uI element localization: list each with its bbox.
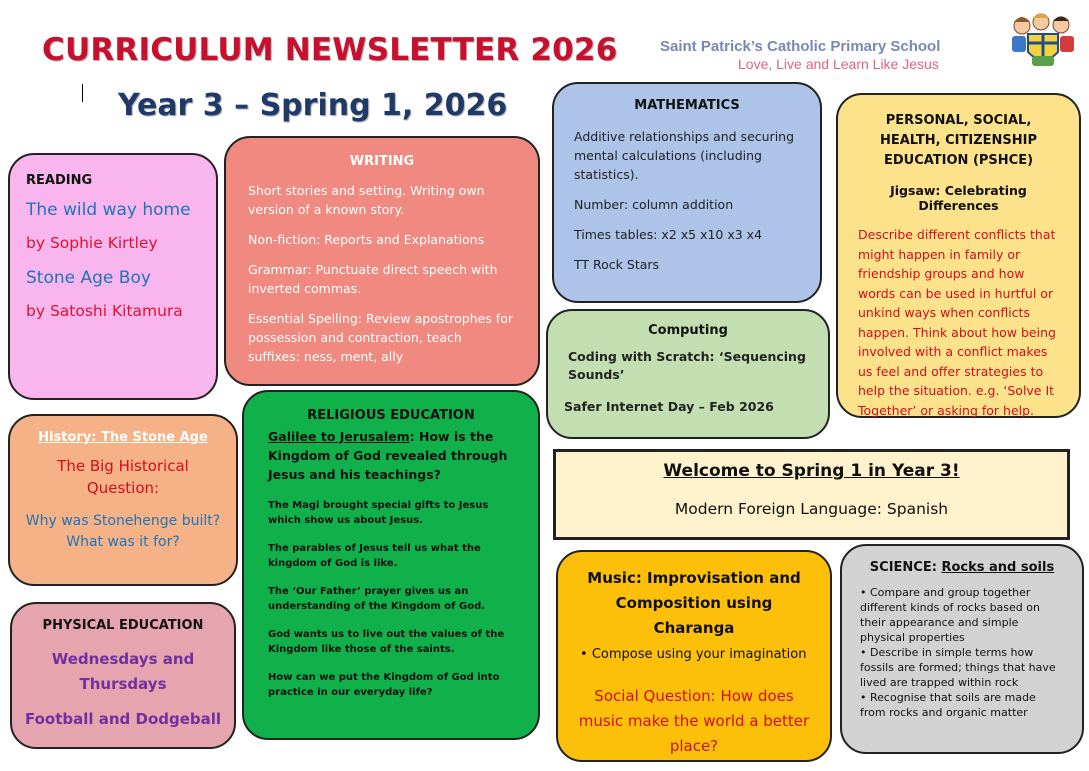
welcome-title: Welcome to Spring 1 in Year 3! bbox=[663, 461, 960, 481]
science-item-text: Recognise that soils are made from rocks and organic matter bbox=[860, 691, 1036, 719]
religious-education-panel bbox=[242, 390, 540, 740]
history-sub-question: Why was Stonehenge built? What was it for? bbox=[25, 513, 221, 550]
science-item bbox=[860, 690, 1064, 720]
text-cursor bbox=[82, 84, 83, 102]
history-heading: History: The Stone Age bbox=[38, 430, 208, 445]
science-panel bbox=[840, 544, 1084, 754]
pe-activities: Football and Dodgeball bbox=[24, 710, 222, 728]
science-heading-topic: Rocks and soils bbox=[941, 560, 1055, 575]
music-bullet-item bbox=[576, 647, 812, 662]
pe-heading: PHYSICAL EDUCATION bbox=[42, 618, 204, 633]
science-item bbox=[860, 645, 1064, 690]
newsletter-title: CURRICULUM NEWSLETTER 2026 bbox=[42, 32, 618, 68]
bullet-icon: • bbox=[860, 691, 870, 704]
maths-paragraph: TT Rock Stars bbox=[574, 257, 660, 272]
pe-days: Wednesdays and Thursdays bbox=[51, 650, 195, 693]
re-item: God wants us to live out the values of the Kingdom like those of the saints. bbox=[268, 629, 505, 655]
science-heading bbox=[860, 560, 1064, 575]
writing-paragraph: Grammar: Punctuate direct speech with inverted commas. bbox=[248, 262, 498, 296]
pshce-panel bbox=[836, 93, 1081, 418]
maths-paragraph: Number: column addition bbox=[574, 197, 734, 212]
mathematics-heading: MATHEMATICS bbox=[634, 98, 740, 113]
science-item-text: Describe in simple terms how fossils are formed; things that have lived are trapped within rock bbox=[860, 646, 1056, 689]
book-author: by Sophie Kirtley bbox=[26, 234, 158, 252]
re-item: The parables of Jesus tell us what the kingdom of God is like. bbox=[268, 543, 481, 569]
writing-paragraph: Short stories and setting. Writing own version of a known story. bbox=[248, 183, 485, 217]
re-item: How can we put the Kingdom of God into practice in our everyday life? bbox=[268, 672, 500, 698]
maths-paragraph: Additive relationships and securing mental calculations (including statistics). bbox=[574, 129, 795, 182]
welcome-mfl: Modern Foreign Language: Spanish bbox=[674, 500, 949, 518]
science-heading-prefix: SCIENCE: bbox=[869, 560, 942, 575]
history-panel bbox=[8, 414, 238, 586]
book-title: Stone Age Boy bbox=[26, 268, 151, 288]
re-unit-question: : How is the Kingdom of God revealed through Jesus and his teachings? bbox=[268, 429, 508, 482]
music-heading: Music: Improvisation and Composition using Charanga bbox=[587, 569, 801, 637]
computing-line: Safer Internet Day – Feb 2026 bbox=[564, 399, 774, 414]
bullet-icon: • bbox=[860, 586, 870, 599]
school-crest-icon bbox=[1008, 12, 1078, 70]
re-item: The ‘Our Father’ prayer gives us an understanding of the Kingdom of God. bbox=[268, 586, 486, 612]
mathematics-panel bbox=[552, 82, 822, 303]
reading-panel bbox=[8, 153, 218, 400]
book-title: The wild way home bbox=[26, 200, 191, 220]
computing-line: Coding with Scratch: ‘Sequencing Sounds’ bbox=[568, 349, 806, 382]
maths-paragraph: Times tables: x2 x5 x10 x3 x4 bbox=[574, 227, 763, 242]
history-big-question: The Big Historical Question: bbox=[57, 457, 189, 497]
re-unit-title: Galilee to Jerusalem bbox=[268, 429, 410, 444]
bullet-icon: • bbox=[580, 647, 592, 662]
music-panel bbox=[556, 550, 832, 762]
writing-paragraph: Non-fiction: Reports and Explanations bbox=[248, 232, 485, 247]
pshce-description: Describe different conflicts that might happen in family or friendship groups and how words can be used in hurtful or unkind ways when conflicts happen. Think about how being involved with a conflict makes us feel and offer strategies to help the situation. e.g. ‘Solve It Together’ or asking for help. bbox=[858, 227, 1056, 418]
welcome-panel bbox=[553, 449, 1070, 540]
newsletter-subtitle: Year 3 – Spring 1, 2026 bbox=[118, 88, 508, 123]
writing-heading: WRITING bbox=[349, 154, 415, 169]
bullet-icon: • bbox=[860, 646, 870, 659]
pshce-unit: Jigsaw: Celebrating Differences bbox=[890, 183, 1027, 213]
music-bullet-text: Compose using your imagination bbox=[591, 647, 807, 662]
reading-heading: READING bbox=[26, 173, 93, 188]
re-heading: RELIGIOUS EDUCATION bbox=[307, 408, 475, 423]
book-author: by Satoshi Kitamura bbox=[26, 302, 183, 320]
writing-paragraph: Essential Spelling: Review apostrophes for possession and contraction, teach suffixes: ness, ment, ally bbox=[248, 311, 513, 364]
school-name: Saint Patrick’s Catholic Primary School bbox=[660, 38, 941, 55]
physical-education-panel bbox=[10, 602, 236, 749]
re-unit-intro bbox=[268, 427, 514, 484]
school-motto: Love, Live and Learn Like Jesus bbox=[738, 56, 939, 72]
computing-heading: Computing bbox=[648, 323, 728, 338]
music-social-question: Social Question: How does music make the world a better place? bbox=[578, 687, 810, 755]
science-item-text: Compare and group together different kinds of rocks based on their appearance and simple physical properties bbox=[860, 586, 1040, 644]
computing-panel bbox=[546, 309, 830, 439]
writing-panel bbox=[224, 136, 540, 386]
pshce-heading: PERSONAL, SOCIAL, HEALTH, CITIZENSHIP EDUCATION (PSHCE) bbox=[879, 113, 1038, 168]
science-item bbox=[860, 585, 1064, 645]
re-item: The Magi brought special gifts to Jesus which show us about Jesus. bbox=[268, 500, 489, 526]
